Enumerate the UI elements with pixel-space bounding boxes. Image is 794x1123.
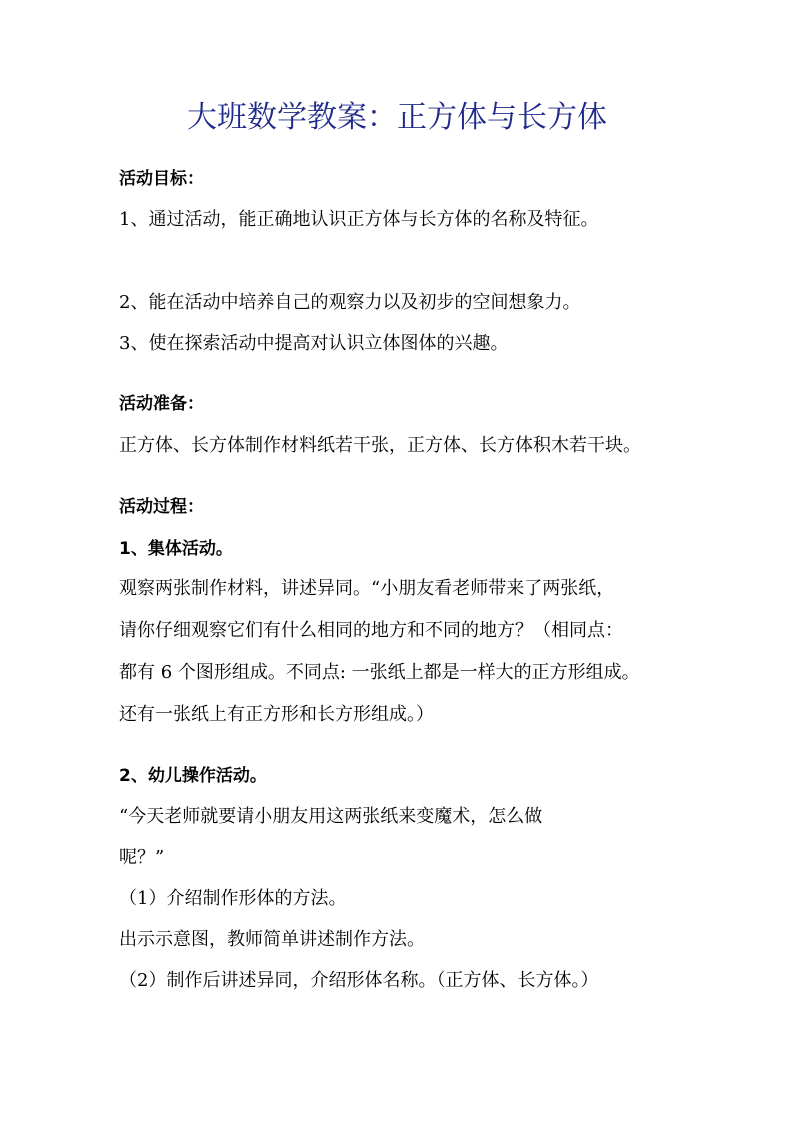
step2-heading: 2、幼儿操作活动。: [119, 766, 267, 786]
step1-line: 观察两张制作材料，讲述异同。“小朋友看老师带来了两张纸，: [119, 578, 615, 599]
prep-text: 正方体、长方体制作材料纸若干张，正方体、长方体积木若干块。: [119, 435, 641, 456]
goal-item-1: 1、通过活动，能正确地认识正方体与长方体的名称及特征。: [119, 209, 599, 230]
step2-line: 出示示意图，教师简单讲述制作方法。: [119, 929, 425, 950]
prep-heading: 活动准备：: [119, 394, 204, 414]
goal-item-2: 2、能在活动中培养自己的观察力以及初步的空间想象力。: [119, 292, 581, 313]
step1-heading: 1、集体活动。: [119, 539, 233, 559]
document-title: 大班数学教案：正方体与长方体: [187, 100, 607, 135]
step2-line: （1）介绍制作形体的方法。: [119, 888, 347, 909]
process-heading: 活动过程：: [119, 497, 204, 517]
step1-line: 请你仔细观察它们有什么相同的地方和不同的地方？（相同点：: [119, 620, 623, 641]
step2-line: “今天老师就要请小朋友用这两张纸来变魔术，怎么做: [119, 806, 543, 827]
step2-line: 呢？”: [119, 847, 165, 868]
goal-item-3: 3、使在探索活动中提高对认识立体图体的兴趣。: [119, 333, 509, 354]
goals-heading: 活动目标：: [119, 169, 204, 189]
step2-line: （2）制作后讲述异同，介绍形体名称。（正方体、长方体。）: [119, 970, 599, 991]
step1-line: 都有 6 个图形组成。不同点: 一张纸上都是一样大的正方形组成。: [119, 662, 640, 683]
step1-line: 还有一张纸上有正方形和长方形组成。）: [119, 704, 434, 725]
